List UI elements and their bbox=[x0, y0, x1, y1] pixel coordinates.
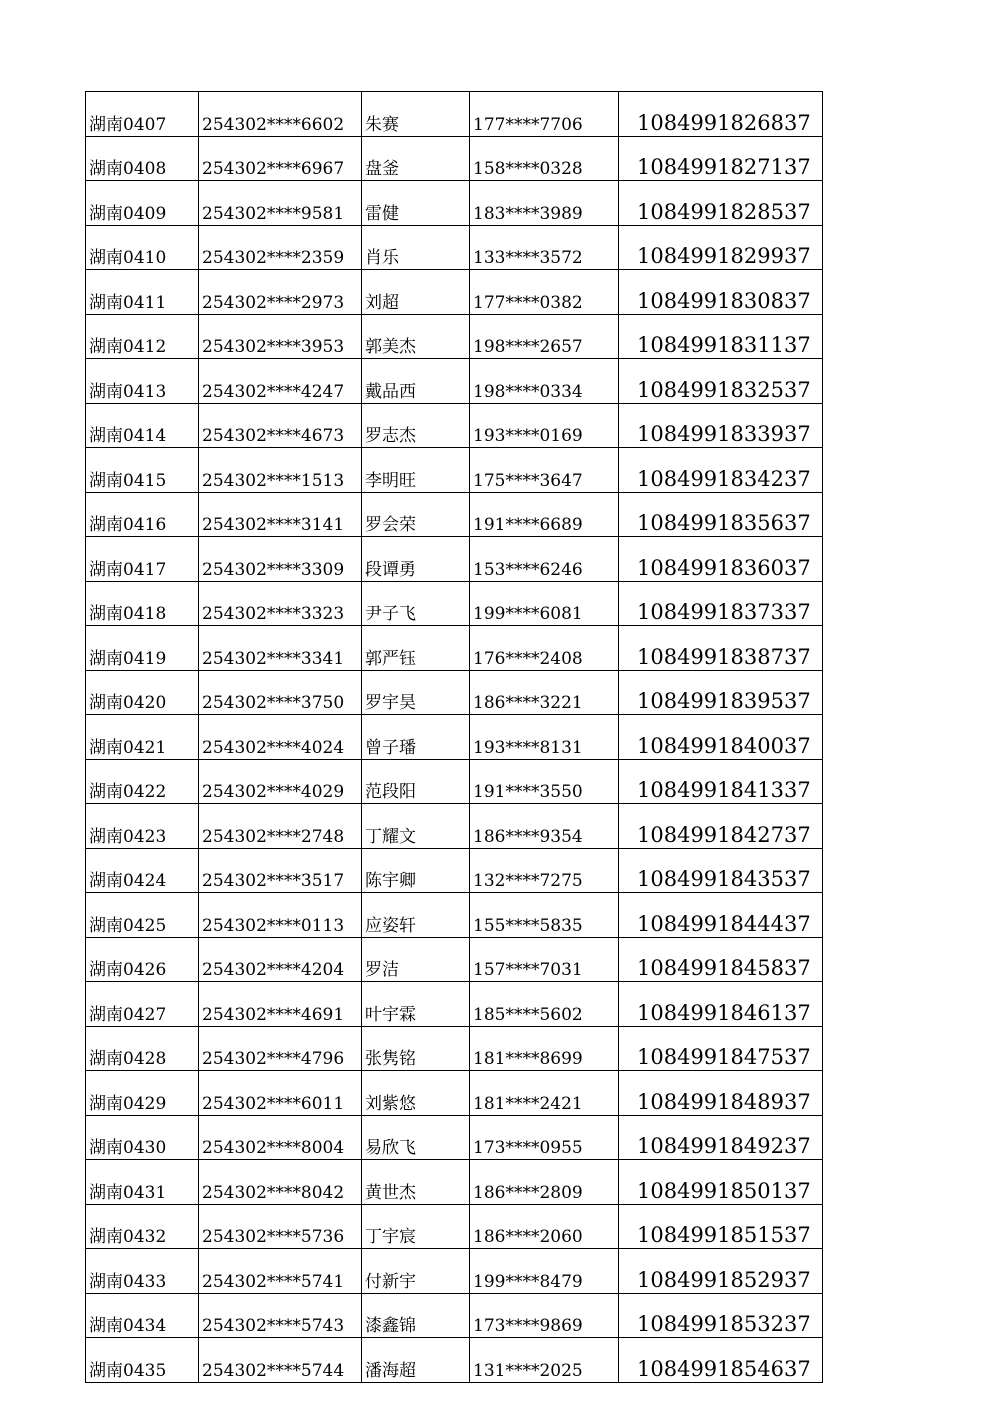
cell-phone-number: 185****5602 bbox=[470, 982, 619, 1027]
cell-person-name: 尹子飞 bbox=[362, 581, 470, 626]
cell-tracking-number: 1084991841337 bbox=[619, 759, 823, 804]
table-row bbox=[86, 759, 823, 804]
cell-region-code: 湖南0413 bbox=[86, 359, 199, 404]
cell-id-number: 254302****4024 bbox=[199, 715, 362, 760]
table-row bbox=[86, 359, 823, 404]
cell-id-number: 254302****3750 bbox=[199, 670, 362, 715]
cell-region-code: 湖南0419 bbox=[86, 626, 199, 671]
table-row bbox=[86, 181, 823, 226]
cell-tracking-number: 1084991850137 bbox=[619, 1160, 823, 1205]
cell-person-name: 李明旺 bbox=[362, 448, 470, 493]
table-row bbox=[86, 537, 823, 582]
cell-phone-number: 155****5835 bbox=[470, 893, 619, 938]
table-row bbox=[86, 448, 823, 493]
cell-region-code: 湖南0425 bbox=[86, 893, 199, 938]
cell-person-name: 雷健 bbox=[362, 181, 470, 226]
cell-region-code: 湖南0417 bbox=[86, 537, 199, 582]
cell-tracking-number: 1084991835637 bbox=[619, 492, 823, 537]
cell-person-name: 陈宇卿 bbox=[362, 848, 470, 893]
table-row bbox=[86, 982, 823, 1027]
cell-id-number: 254302****5744 bbox=[199, 1338, 362, 1383]
cell-person-name: 戴品西 bbox=[362, 359, 470, 404]
table-body bbox=[86, 92, 823, 1383]
cell-region-code: 湖南0414 bbox=[86, 403, 199, 448]
cell-phone-number: 191****6689 bbox=[470, 492, 619, 537]
cell-phone-number: 191****3550 bbox=[470, 759, 619, 804]
cell-person-name: 丁耀文 bbox=[362, 804, 470, 849]
cell-id-number: 254302****3953 bbox=[199, 314, 362, 359]
cell-region-code: 湖南0420 bbox=[86, 670, 199, 715]
cell-phone-number: 132****7275 bbox=[470, 848, 619, 893]
table-row bbox=[86, 804, 823, 849]
cell-person-name: 应姿轩 bbox=[362, 893, 470, 938]
cell-tracking-number: 1084991837337 bbox=[619, 581, 823, 626]
cell-phone-number: 175****3647 bbox=[470, 448, 619, 493]
cell-id-number: 254302****9581 bbox=[199, 181, 362, 226]
cell-phone-number: 157****7031 bbox=[470, 937, 619, 982]
cell-id-number: 254302****3517 bbox=[199, 848, 362, 893]
cell-id-number: 254302****5743 bbox=[199, 1293, 362, 1338]
cell-region-code: 湖南0424 bbox=[86, 848, 199, 893]
cell-phone-number: 131****2025 bbox=[470, 1338, 619, 1383]
cell-id-number: 254302****4247 bbox=[199, 359, 362, 404]
cell-person-name: 曾子璠 bbox=[362, 715, 470, 760]
cell-region-code: 湖南0432 bbox=[86, 1204, 199, 1249]
cell-tracking-number: 1084991838737 bbox=[619, 626, 823, 671]
table-row bbox=[86, 403, 823, 448]
cell-id-number: 254302****2973 bbox=[199, 270, 362, 315]
cell-tracking-number: 1084991849237 bbox=[619, 1115, 823, 1160]
cell-id-number: 254302****4029 bbox=[199, 759, 362, 804]
cell-id-number: 254302****6967 bbox=[199, 136, 362, 181]
cell-person-name: 罗洁 bbox=[362, 937, 470, 982]
cell-tracking-number: 1084991854637 bbox=[619, 1338, 823, 1383]
cell-phone-number: 181****2421 bbox=[470, 1071, 619, 1116]
cell-region-code: 湖南0408 bbox=[86, 136, 199, 181]
table-row bbox=[86, 715, 823, 760]
cell-phone-number: 177****0382 bbox=[470, 270, 619, 315]
cell-person-name: 肖乐 bbox=[362, 225, 470, 270]
cell-tracking-number: 1084991847537 bbox=[619, 1026, 823, 1071]
table-row bbox=[86, 270, 823, 315]
cell-id-number: 254302****5741 bbox=[199, 1249, 362, 1294]
cell-person-name: 范段阳 bbox=[362, 759, 470, 804]
cell-phone-number: 133****3572 bbox=[470, 225, 619, 270]
cell-phone-number: 198****2657 bbox=[470, 314, 619, 359]
cell-tracking-number: 1084991848937 bbox=[619, 1071, 823, 1116]
cell-person-name: 朱赛 bbox=[362, 92, 470, 137]
cell-phone-number: 199****8479 bbox=[470, 1249, 619, 1294]
table-row bbox=[86, 1293, 823, 1338]
cell-person-name: 刘紫悠 bbox=[362, 1071, 470, 1116]
cell-person-name: 潘海超 bbox=[362, 1338, 470, 1383]
cell-person-name: 罗宇昊 bbox=[362, 670, 470, 715]
cell-person-name: 罗会荣 bbox=[362, 492, 470, 537]
cell-phone-number: 199****6081 bbox=[470, 581, 619, 626]
table-row bbox=[86, 1071, 823, 1116]
cell-tracking-number: 1084991829937 bbox=[619, 225, 823, 270]
cell-region-code: 湖南0412 bbox=[86, 314, 199, 359]
cell-tracking-number: 1084991831137 bbox=[619, 314, 823, 359]
cell-tracking-number: 1084991853237 bbox=[619, 1293, 823, 1338]
cell-id-number: 254302****8004 bbox=[199, 1115, 362, 1160]
table-row bbox=[86, 937, 823, 982]
cell-tracking-number: 1084991843537 bbox=[619, 848, 823, 893]
cell-id-number: 254302****4204 bbox=[199, 937, 362, 982]
cell-person-name: 漆鑫锦 bbox=[362, 1293, 470, 1338]
cell-person-name: 罗志杰 bbox=[362, 403, 470, 448]
cell-id-number: 254302****3141 bbox=[199, 492, 362, 537]
cell-phone-number: 193****0169 bbox=[470, 403, 619, 448]
cell-tracking-number: 1084991852937 bbox=[619, 1249, 823, 1294]
cell-region-code: 湖南0429 bbox=[86, 1071, 199, 1116]
cell-person-name: 张隽铭 bbox=[362, 1026, 470, 1071]
cell-person-name: 刘超 bbox=[362, 270, 470, 315]
cell-tracking-number: 1084991844437 bbox=[619, 893, 823, 938]
cell-tracking-number: 1084991827137 bbox=[619, 136, 823, 181]
cell-id-number: 254302****6602 bbox=[199, 92, 362, 137]
cell-tracking-number: 1084991839537 bbox=[619, 670, 823, 715]
table-row bbox=[86, 1115, 823, 1160]
cell-region-code: 湖南0434 bbox=[86, 1293, 199, 1338]
cell-id-number: 254302****3323 bbox=[199, 581, 362, 626]
table-row bbox=[86, 848, 823, 893]
cell-id-number: 254302****8042 bbox=[199, 1160, 362, 1205]
cell-tracking-number: 1084991828537 bbox=[619, 181, 823, 226]
cell-region-code: 湖南0407 bbox=[86, 92, 199, 137]
cell-phone-number: 198****0334 bbox=[470, 359, 619, 404]
cell-tracking-number: 1084991840037 bbox=[619, 715, 823, 760]
cell-person-name: 易欣飞 bbox=[362, 1115, 470, 1160]
table-row bbox=[86, 92, 823, 137]
cell-id-number: 254302****4673 bbox=[199, 403, 362, 448]
cell-region-code: 湖南0416 bbox=[86, 492, 199, 537]
cell-tracking-number: 1084991842737 bbox=[619, 804, 823, 849]
table-row bbox=[86, 1204, 823, 1249]
cell-region-code: 湖南0428 bbox=[86, 1026, 199, 1071]
cell-id-number: 254302****3341 bbox=[199, 626, 362, 671]
cell-person-name: 郭美杰 bbox=[362, 314, 470, 359]
cell-id-number: 254302****4796 bbox=[199, 1026, 362, 1071]
table-row bbox=[86, 581, 823, 626]
cell-id-number: 254302****5736 bbox=[199, 1204, 362, 1249]
table-row bbox=[86, 1160, 823, 1205]
table-row bbox=[86, 893, 823, 938]
cell-person-name: 付新宇 bbox=[362, 1249, 470, 1294]
table-row bbox=[86, 225, 823, 270]
cell-id-number: 254302****0113 bbox=[199, 893, 362, 938]
cell-phone-number: 177****7706 bbox=[470, 92, 619, 137]
cell-region-code: 湖南0422 bbox=[86, 759, 199, 804]
cell-tracking-number: 1084991832537 bbox=[619, 359, 823, 404]
cell-region-code: 湖南0431 bbox=[86, 1160, 199, 1205]
cell-tracking-number: 1084991833937 bbox=[619, 403, 823, 448]
cell-region-code: 湖南0410 bbox=[86, 225, 199, 270]
cell-tracking-number: 1084991851537 bbox=[619, 1204, 823, 1249]
cell-tracking-number: 1084991830837 bbox=[619, 270, 823, 315]
cell-id-number: 254302****2748 bbox=[199, 804, 362, 849]
cell-region-code: 湖南0433 bbox=[86, 1249, 199, 1294]
table-row bbox=[86, 1338, 823, 1383]
data-table bbox=[85, 91, 823, 1383]
cell-id-number: 254302****6011 bbox=[199, 1071, 362, 1116]
cell-region-code: 湖南0435 bbox=[86, 1338, 199, 1383]
cell-person-name: 叶宇霖 bbox=[362, 982, 470, 1027]
cell-phone-number: 186****3221 bbox=[470, 670, 619, 715]
cell-tracking-number: 1084991846137 bbox=[619, 982, 823, 1027]
cell-phone-number: 173****9869 bbox=[470, 1293, 619, 1338]
cell-region-code: 湖南0421 bbox=[86, 715, 199, 760]
cell-phone-number: 153****6246 bbox=[470, 537, 619, 582]
cell-tracking-number: 1084991845837 bbox=[619, 937, 823, 982]
cell-person-name: 段谭勇 bbox=[362, 537, 470, 582]
cell-phone-number: 158****0328 bbox=[470, 136, 619, 181]
cell-phone-number: 186****9354 bbox=[470, 804, 619, 849]
table-row bbox=[86, 314, 823, 359]
cell-id-number: 254302****2359 bbox=[199, 225, 362, 270]
cell-id-number: 254302****3309 bbox=[199, 537, 362, 582]
table-row bbox=[86, 136, 823, 181]
cell-phone-number: 176****2408 bbox=[470, 626, 619, 671]
table-row bbox=[86, 1026, 823, 1071]
cell-phone-number: 186****2060 bbox=[470, 1204, 619, 1249]
cell-person-name: 黄世杰 bbox=[362, 1160, 470, 1205]
cell-region-code: 湖南0411 bbox=[86, 270, 199, 315]
cell-region-code: 湖南0418 bbox=[86, 581, 199, 626]
cell-region-code: 湖南0415 bbox=[86, 448, 199, 493]
cell-region-code: 湖南0430 bbox=[86, 1115, 199, 1160]
cell-tracking-number: 1084991826837 bbox=[619, 92, 823, 137]
cell-phone-number: 173****0955 bbox=[470, 1115, 619, 1160]
table-row bbox=[86, 626, 823, 671]
table-row bbox=[86, 670, 823, 715]
cell-phone-number: 183****3989 bbox=[470, 181, 619, 226]
cell-id-number: 254302****4691 bbox=[199, 982, 362, 1027]
table-row bbox=[86, 1249, 823, 1294]
cell-phone-number: 193****8131 bbox=[470, 715, 619, 760]
cell-tracking-number: 1084991834237 bbox=[619, 448, 823, 493]
cell-region-code: 湖南0423 bbox=[86, 804, 199, 849]
cell-phone-number: 181****8699 bbox=[470, 1026, 619, 1071]
cell-phone-number: 186****2809 bbox=[470, 1160, 619, 1205]
cell-tracking-number: 1084991836037 bbox=[619, 537, 823, 582]
cell-person-name: 郭严钰 bbox=[362, 626, 470, 671]
cell-region-code: 湖南0409 bbox=[86, 181, 199, 226]
cell-person-name: 丁宇宸 bbox=[362, 1204, 470, 1249]
cell-region-code: 湖南0427 bbox=[86, 982, 199, 1027]
table-row bbox=[86, 492, 823, 537]
cell-id-number: 254302****1513 bbox=[199, 448, 362, 493]
cell-region-code: 湖南0426 bbox=[86, 937, 199, 982]
cell-person-name: 盘釜 bbox=[362, 136, 470, 181]
